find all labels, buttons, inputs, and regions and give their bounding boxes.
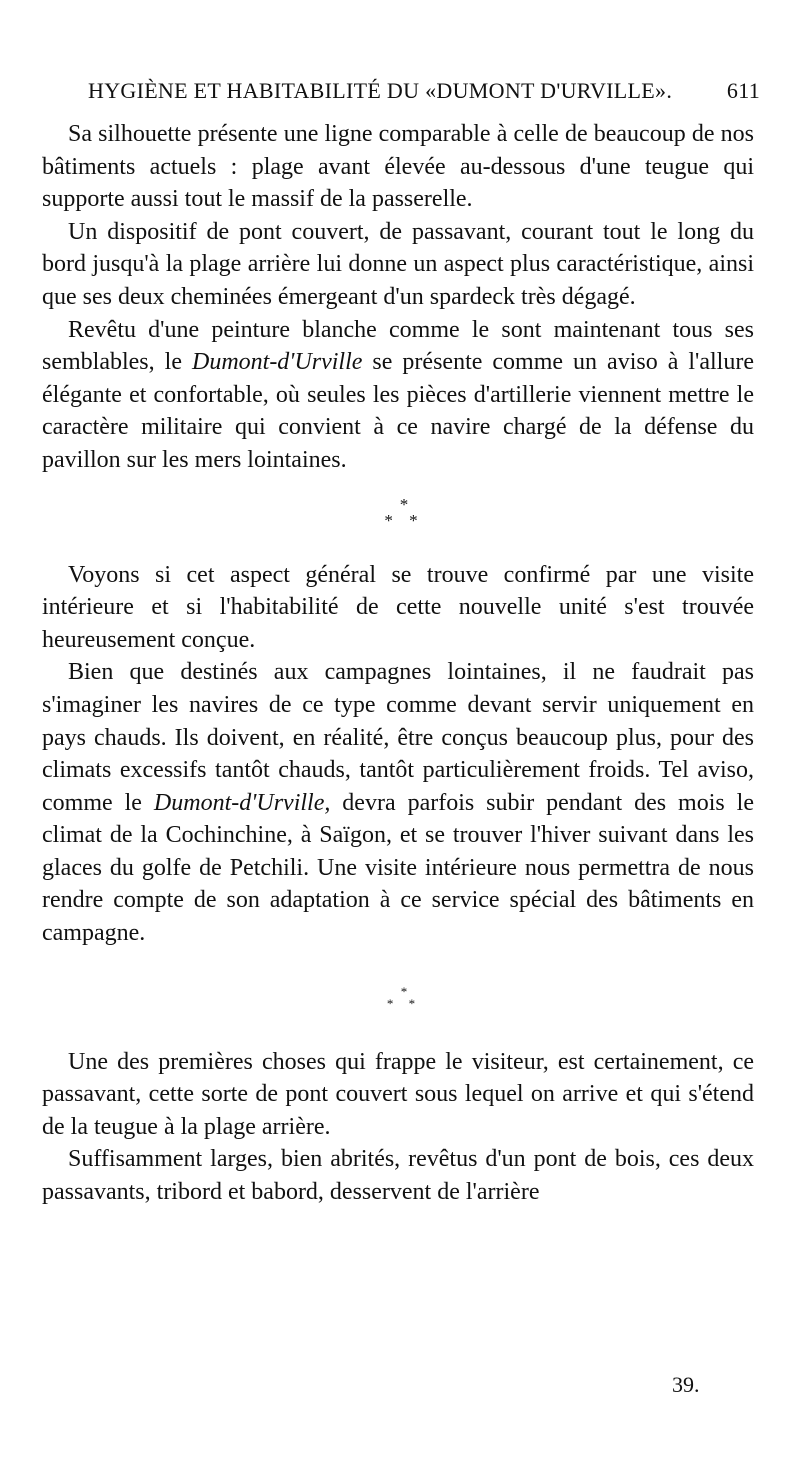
running-head (88, 78, 760, 110)
paragraph-7: Suffisamment larges, bien abrités, revêtus d'un pont de bois, ces deux passavants, tribord et babord, desservent de l'arrière (42, 1146, 754, 1206)
paragraph-4: Voyons si cet aspect général se trouve confirmé par une visite intérieure et si l'habitabilité de cette nouvelle unité s'est trouvée heureusement conçue. (42, 561, 754, 653)
section-separator (54, 494, 754, 530)
paragraph-3-end: se présente comme un aviso à l'allure élégante et confortable, où seules les pièces d'artillerie viennent mettre le caractère militaire qui convient à ce navire chargé de la défense du pavillon sur les mers lointaines. (42, 349, 754, 473)
paragraph-5-start: Bien que destinés aux campagnes lointaines, il ne faudrait pas s'imaginer les navires de ce type comme devant servir uniquement en pays chauds. Ils doivent, en réalité, être conçus beaucoup plus, pour des climats excessifs tantôt chauds, tantôt particulièrement froids. Tel aviso, comme le (42, 659, 754, 816)
page-number: 611 (726, 78, 760, 103)
signature-mark: 39. (672, 1372, 700, 1397)
ship-name: Dumont-d'Urville, (153, 789, 331, 816)
body-text (42, 118, 754, 1209)
ship-name: Dumont-d'Urville (191, 349, 363, 376)
paragraph-3-start: Revêtu d'une peinture blanche comme le sont maintenant tous ses semblables, le (42, 316, 754, 376)
paragraph-5-end: devra parfois subir pendant des mois le climat de la Cochinchine, à Saïgon, et se trouver l'hiver suivant dans les glaces du golfe de Petchili. Une visite intérieure nous permettra de nous rendre compte de son adaptation à ce service spécial des bâtiments en campagne. (42, 789, 755, 947)
paragraph-1: Sa silhouette présente une ligne comparable à celle de beaucoup de nos bâtiments actuels : plage avant élevée au-dessous d'une teugue qui supporte aussi tout le massif de la passerelle. (42, 121, 754, 213)
asterism-bottom: * * (386, 995, 422, 1011)
paragraph-2: Un dispositif de pont couvert, de passavant, courant tout le long du bord jusqu'à la plage arrière lui donne un aspect plus caractéristique, ainsi que ses deux cheminées émergeant d'un spardeck très dégagé. (42, 218, 754, 310)
paragraph-5 (42, 656, 754, 949)
asterism-bottom: * * (384, 510, 424, 530)
paragraph-3 (42, 314, 754, 477)
section-separator (54, 983, 754, 1011)
running-title: HYGIÈNE ET HABITABILITÉ DU «DUMONT D'URVILLE». (88, 78, 673, 103)
asterism-top: * (399, 494, 409, 514)
paragraph-6: Une des premières choses qui frappe le visiteur, est certainement, ce passavant, cette sorte de pont couvert sous lequel on arrive et qui s'étend de la teugue à la plage arrière. (42, 1048, 754, 1140)
asterism-top: * (400, 983, 408, 999)
